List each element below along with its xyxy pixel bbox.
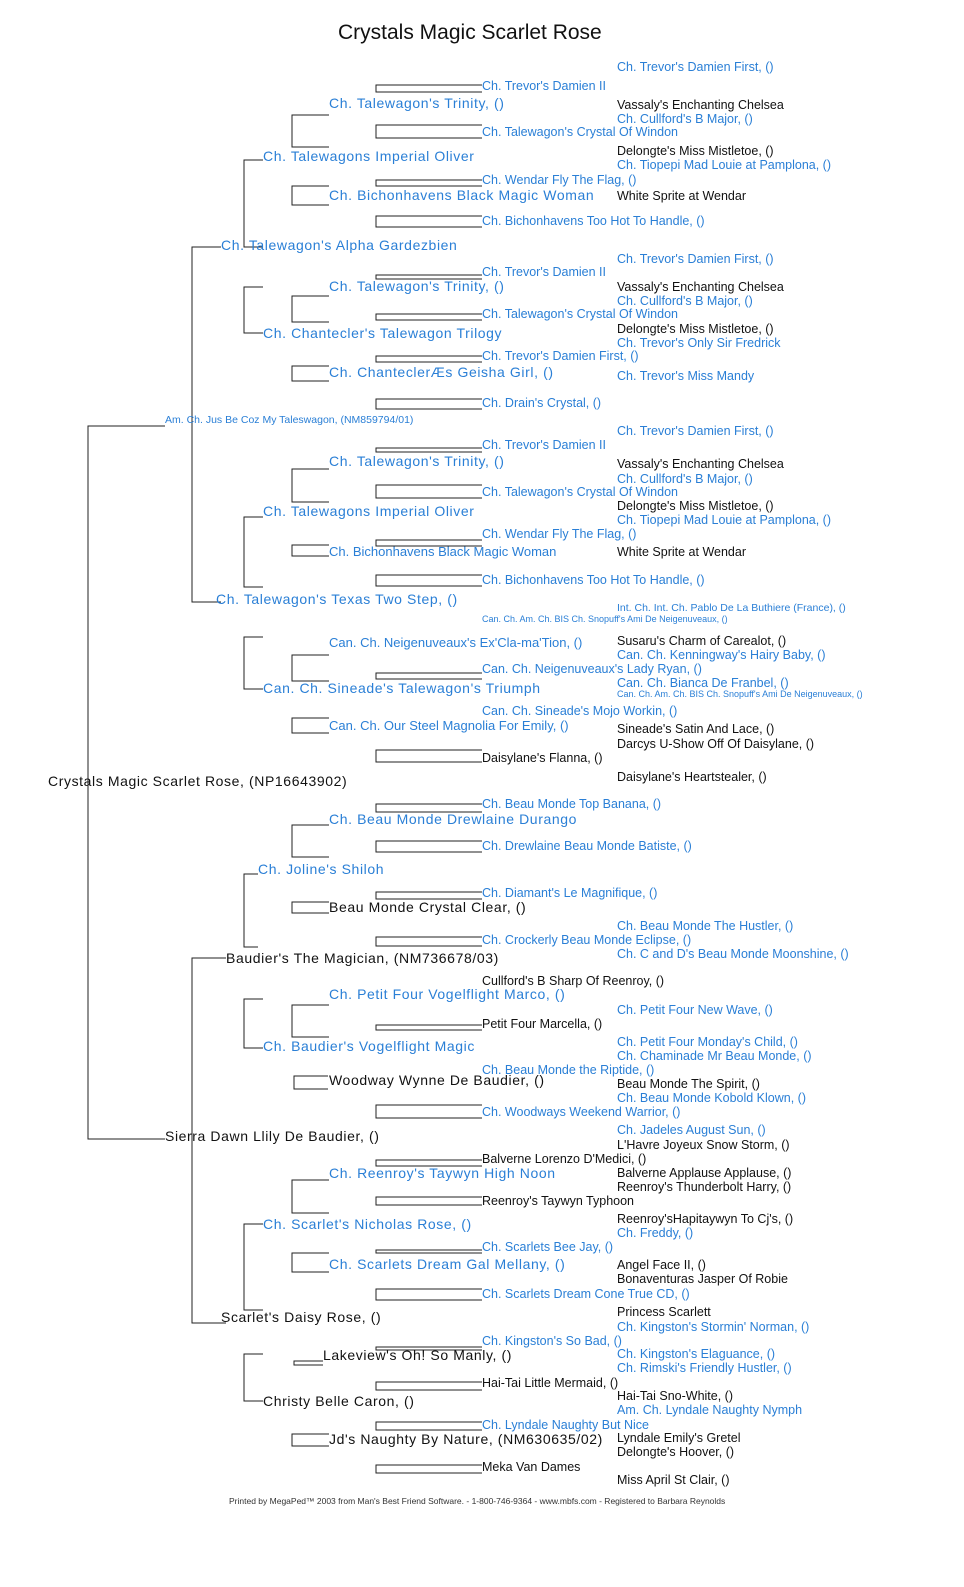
gen6-43: Ch. Kingston's Stormin' Norman, () [617,1320,810,1334]
dds-name: Ch. Scarlet's Nicholas Rose, () [263,1216,472,1232]
gen6-28: Ch. C and D's Beau Monde Moonshine, () [617,947,849,961]
gen4-11: Ch. Petit Four Vogelflight Marco, () [329,986,566,1002]
pedigree-bracket [292,545,329,556]
gen6-30: Ch. Petit Four Monday's Child, () [617,1035,798,1049]
gen4-6: Ch. Bichonhavens Black Magic Woman [329,544,557,559]
pedigree-bracket [244,287,263,333]
pedigree-bracket [376,485,482,498]
gen6-45: Ch. Rimski's Friendly Hustler, () [617,1361,792,1375]
gen5-12: Ch. Bichonhavens Too Hot To Handle, () [482,573,705,587]
gen5-32: Meka Van Dames [482,1460,581,1474]
pedigree-bracket [376,314,482,320]
gen6-5: Ch. Tiopepi Mad Louie at Pamplona, () [617,158,832,172]
gen5-18: Ch. Drewlaine Beau Monde Batiste, () [482,839,692,853]
gen5-14: Can. Ch. Neigenuveaux's Lady Ryan, () [482,662,702,676]
gen5-6: Ch. Talewagon's Crystal Of Windon [482,307,678,321]
gen6-12: Ch. Trevor's Miss Mandy [617,369,755,383]
gen5-7: Ch. Trevor's Damien First, () [482,349,639,363]
pedigree-bracket [376,750,482,762]
dam-name: Sierra Dawn Llily De Baudier, () [165,1128,380,1144]
gen6-25: Darcys U-Show Off Of Daisylane, () [617,737,815,751]
pedigree-bracket [292,825,329,857]
gen6-48: Lyndale Emily's Gretel [617,1431,741,1445]
gen5-13: Can. Ch. Am. Ch. BIS Ch. Snopuff's Ami De Neigenuveaux, () [482,614,728,624]
gen6-4: Delongte's Miss Mistletoe, () [617,144,774,158]
gen4-1: Ch. Talewagon's Trinity, () [329,95,505,111]
gen6-6: White Sprite at Wendar [617,189,746,203]
gen6-37: Reenroy's Thunderbolt Harry, () [617,1180,792,1194]
gen5-21: Cullford's B Sharp Of Reenroy, () [482,974,665,988]
gen6-29: Ch. Petit Four New Wave, () [617,1003,773,1017]
gen6-38: Reenroy'sHapitaywyn To Cj's, () [617,1212,794,1226]
gen6-11: Ch. Trevor's Only Sir Fredrick [617,336,781,350]
gen5-19: Ch. Diamant's Le Magnifique, () [482,886,658,900]
gen5-2: Ch. Talewagon's Crystal Of Windon [482,125,678,139]
pedigree-bracket [292,1434,329,1446]
dss-name: Ch. Joline's Shiloh [258,861,385,877]
subject-name: Crystals Magic Scarlet Rose, (NP16643902) [48,773,348,789]
pedigree-bracket [376,1382,482,1390]
gen5-28: Ch. Scarlets Dream Cone True CD, () [482,1287,690,1301]
gen6-2: Vassaly's Enchanting Chelsea [617,98,784,112]
pedigree-bracket [376,1250,482,1253]
gen4-10: Beau Monde Crystal Clear, () [329,899,527,915]
gen4-2: Ch. Bichonhavens Black Magic Woman [329,187,595,203]
gen6-21: Can. Ch. Kenningway's Hairy Baby, () [617,648,826,662]
pedigree-bracket [294,1076,328,1089]
gen5-15: Can. Ch. Sineade's Mojo Workin, () [482,704,678,718]
pedigree-bracket [292,469,329,502]
footer-credit: Printed by MegaPed™ 2003 from Man's Best Friend Software. - 1-800-746-9364 - www.mbfs.com - Registered to Barbara Reynolds [229,1496,726,1506]
pedigree-bracket [244,517,263,587]
sss-name: Ch. Talewagons Imperial Oliver [263,148,475,164]
gen4-3: Ch. Talewagon's Trinity, () [329,278,505,294]
sire-name: Am. Ch. Jus Be Coz My Taleswagon, (NM859794/01) [165,414,414,426]
gen5-9: Ch. Trevor's Damien II [482,438,606,452]
gen6-14: Vassaly's Enchanting Chelsea [617,457,784,471]
pedigree-bracket [376,1289,482,1300]
sd-name: Ch. Talewagon's Texas Two Step, () [216,591,458,607]
gen6-3: Ch. Cullford's B Major, () [617,112,753,126]
ss-name: Ch. Talewagon's Alpha Gardezbien [221,237,458,253]
gen5-3: Ch. Wendar Fly The Flag, () [482,173,637,187]
sdd-name: Can. Ch. Sineade's Talewagon's Triumph [263,680,541,696]
gen5-10: Ch. Talewagon's Crystal Of Windon [482,485,678,499]
gen6-39: Ch. Freddy, () [617,1226,694,1240]
pedigree-bracket [292,655,329,681]
gen6-24: Sineade's Satin And Lace, () [617,722,775,736]
gen6-35: L'Havre Joyeux Snow Storm, () [617,1138,790,1152]
gen6-44: Ch. Kingston's Elaguance, () [617,1347,776,1361]
gen4-13: Ch. Reenroy's Taywyn High Noon [329,1165,556,1181]
gen6-10: Delongte's Miss Mistletoe, () [617,322,774,336]
gen5-4: Ch. Bichonhavens Too Hot To Handle, () [482,214,705,228]
ds-name: Baudier's The Magician, (NM736678/03) [226,950,499,966]
gen5-23: Ch. Beau Monde the Riptide, () [482,1063,655,1077]
pedigree-bracket [376,1197,482,1205]
gen5-25: Balverne Lorenzo D'Medici, () [482,1152,647,1166]
gen5-27: Ch. Scarlets Bee Jay, () [482,1240,614,1254]
gen6-19: Int. Ch. Int. Ch. Pablo De La Buthiere (France), () [617,602,846,614]
sds-name: Ch. Talewagons Imperial Oliver [263,503,475,519]
gen5-24: Ch. Woodways Weekend Warrior, () [482,1105,681,1119]
gen6-47: Am. Ch. Lyndale Naughty Nymph [617,1403,803,1417]
pedigree-bracket [376,399,482,409]
gen5-17: Ch. Beau Monde Top Banana, () [482,797,662,811]
pedigree-bracket [292,186,329,205]
gen6-49: Delongte's Hoover, () [617,1445,735,1459]
gen5-30: Hai-Tai Little Mermaid, () [482,1376,619,1390]
pedigree-bracket [292,902,329,913]
ddd-name: Christy Belle Caron, () [263,1393,415,1409]
gen6-41: Bonaventuras Jasper Of Robie [617,1272,788,1286]
gen6-8: Vassaly's Enchanting Chelsea [617,280,784,294]
gen6-33: Ch. Beau Monde Kobold Klown, () [617,1091,806,1105]
gen6-9: Ch. Cullford's B Major, () [617,294,753,308]
pedigree-bracket [376,448,482,452]
gen5-29: Ch. Kingston's So Bad, () [482,1334,622,1348]
pedigree-bracket [292,1180,329,1213]
pedigree-bracket [244,1354,263,1401]
gen6-40: Angel Face II, () [617,1258,706,1272]
page-title: Crystals Magic Scarlet Rose [338,21,602,44]
gen6-26: Daisylane's Heartstealer, () [617,770,767,784]
pedigree-bracket [376,841,482,852]
gen6-20: Susaru's Charm of Carealot, () [617,634,787,648]
pedigree-bracket [376,673,482,679]
gen5-8: Ch. Drain's Crystal, () [482,396,602,410]
pedigree-bracket [292,366,329,381]
gen6-1: Ch. Trevor's Damien First, () [617,60,774,74]
pedigree-bracket [376,1422,482,1430]
pedigree-bracket [376,575,482,586]
pedigree-bracket [376,1105,482,1118]
gen6-18: White Sprite at Wendar [617,545,746,559]
gen6-15: Ch. Cullford's B Major, () [617,472,753,486]
gen4-14: Ch. Scarlets Dream Gal Mellany, () [329,1256,566,1272]
pedigree-bracket [376,892,482,899]
gen6-34: Ch. Jadeles August Sun, () [617,1123,766,1137]
pedigree-bracket [292,718,329,733]
gen6-22: Can. Ch. Bianca De Franbel, () [617,676,789,690]
pedigree-bracket [244,874,258,947]
pedigree-bracket [376,1025,482,1030]
pedigree-bracket [376,85,482,92]
gen5-26: Reenroy's Taywyn Typhoon [482,1194,635,1208]
gen6-42: Princess Scarlett [617,1305,711,1319]
pedigree-bracket [294,1361,323,1365]
gen6-17: Ch. Tiopepi Mad Louie at Pamplona, () [617,513,832,527]
pedigree-bracket [376,180,482,186]
pedigree-bracket [376,125,482,138]
gen6-7: Ch. Trevor's Damien First, () [617,252,774,266]
gen4-8: Can. Ch. Our Steel Magnolia For Emily, () [329,718,569,733]
gen6-50: Miss April St Clair, () [617,1473,730,1487]
pedigree-bracket [376,356,482,362]
gen6-31: Ch. Chaminade Mr Beau Monde, () [617,1049,812,1063]
pedigree-bracket [244,160,263,247]
gen5-22: Petit Four Marcella, () [482,1017,603,1031]
gen4-7: Can. Ch. Neigenuveaux's Ex'Cla-ma'Tion, () [329,635,583,650]
pedigree-bracket [244,999,263,1048]
gen4-12: Woodway Wynne De Baudier, () [329,1072,545,1088]
gen5-11: Ch. Wendar Fly The Flag, () [482,527,637,541]
dsd-name: Ch. Baudier's Vogelflight Magic [263,1038,475,1054]
gen4-15: Lakeview's Oh! So Manly, () [323,1347,513,1363]
gen6-46: Hai-Tai Sno-White, () [617,1389,733,1403]
gen5-1: Ch. Trevor's Damien II [482,79,606,93]
gen6-36: Balverne Applause Applause, () [617,1166,792,1180]
gen6-16: Delongte's Miss Mistletoe, () [617,499,774,513]
gen5-5: Ch. Trevor's Damien II [482,265,606,279]
gen4-16: Jd's Naughty By Nature, (NM630635/02) [329,1431,603,1447]
gen4-5: Ch. Talewagon's Trinity, () [329,453,505,469]
pedigree-bracket [292,296,329,322]
pedigree-bracket [244,1224,263,1310]
pedigree-bracket [376,216,482,227]
gen4-4: Ch. ChanteclerÆs Geisha Girl, () [329,364,554,380]
gen5-16: Daisylane's Flanna, () [482,751,603,765]
pedigree-bracket [244,637,263,689]
pedigree-bracket [376,1465,482,1473]
gen6-23: Can. Ch. Am. Ch. BIS Ch. Snopuff's Ami De Neigenuveaux, () [617,689,863,699]
dd-name: Scarlet's Daisy Rose, () [221,1309,382,1325]
gen5-20: Ch. Crockerly Beau Monde Eclipse, () [482,933,692,947]
gen6-27: Ch. Beau Monde The Hustler, () [617,919,794,933]
gen4-9: Ch. Beau Monde Drewlaine Durango [329,811,577,827]
pedigree-bracket [292,115,329,147]
gen5-31: Ch. Lyndale Naughty But Nice [482,1418,649,1432]
pedigree-bracket [376,937,482,946]
gen6-32: Beau Monde The Spirit, () [617,1077,760,1091]
gen6-13: Ch. Trevor's Damien First, () [617,424,774,438]
ssd-name: Ch. Chantecler's Talewagon Trilogy [263,325,503,341]
pedigree-bracket [292,1253,329,1272]
pedigree-bracket [292,1005,329,1037]
